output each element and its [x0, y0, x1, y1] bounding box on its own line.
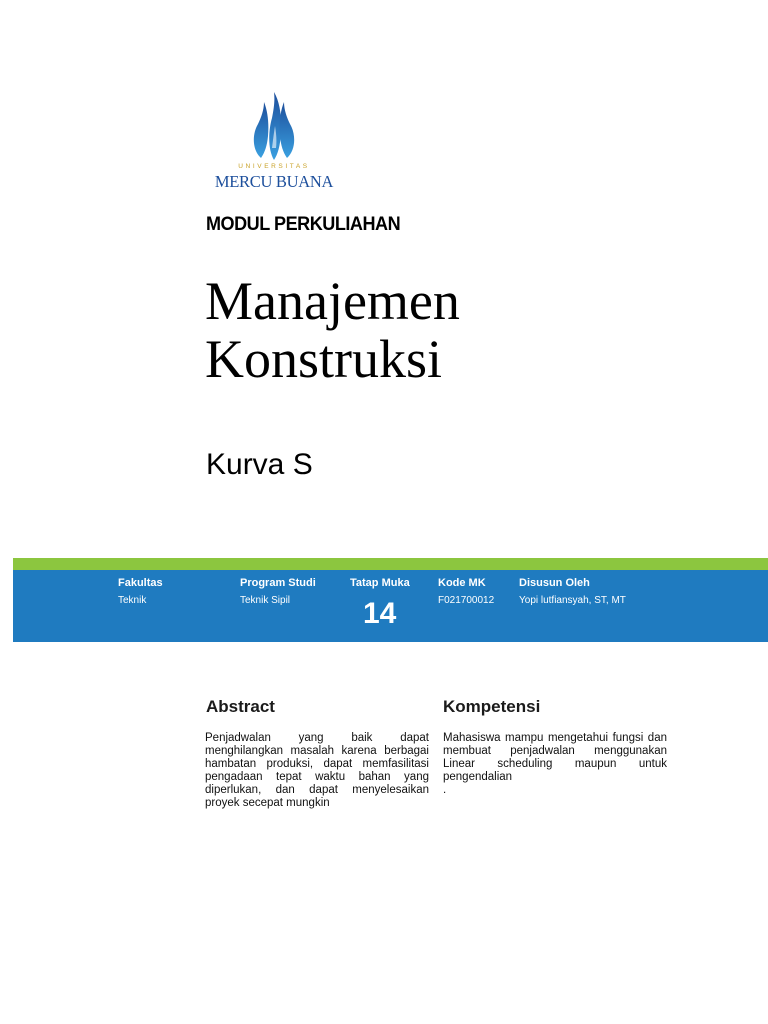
abstract-heading: Abstract	[206, 697, 275, 716]
topic-title: Kurva S	[206, 448, 313, 481]
penyusun-value: Yopi lutfiansyah, ST, MT	[519, 595, 626, 606]
course-title-line1: Manajemen	[205, 271, 460, 331]
kompetensi-trailing: .	[443, 784, 447, 796]
flame-emblem-icon	[206, 88, 342, 168]
prodi-value: Teknik Sipil	[240, 595, 291, 606]
kompetensi-body: Mahasiswa mampu mengetahui fungsi dan membuat penjadwalan menggunakan Linear scheduling maupun untuk pengendalian	[443, 732, 667, 783]
info-disusun-oleh	[519, 577, 626, 606]
abstract-body: Penjadwalan yang baik dapat menghilangkan masalah karena berbagai hambatan produksi, dapat memfasilitasi pengadaan tepat waktu bahan yang diperlukan, dan dapat menyelesaikan proyek secepat mungkin	[205, 732, 429, 809]
info-bar	[13, 570, 768, 642]
prodi-label: Program Studi	[240, 577, 316, 589]
info-fakultas	[118, 577, 163, 606]
course-title-line2: Konstruksi	[205, 329, 443, 389]
info-program-studi	[240, 577, 316, 606]
penyusun-label: Disusun Oleh	[519, 577, 590, 589]
kode-label: Kode MK	[438, 577, 486, 589]
tatap-muka-value: 14	[363, 597, 397, 630]
module-label: MODUL PERKULIAHAN	[206, 214, 401, 235]
tatap-muka-label: Tatap Muka	[350, 577, 410, 589]
fakultas-label: Fakultas	[118, 577, 163, 589]
info-bar-accent	[13, 558, 768, 570]
university-logo	[206, 88, 342, 192]
logo-universitas-text: UNIVERSITAS	[238, 163, 310, 170]
course-title	[205, 272, 725, 388]
kompetensi-heading: Kompetensi	[443, 697, 541, 716]
kode-value: F021700012	[438, 595, 495, 606]
logo-university-name: MERCU BUANA	[214, 172, 334, 191]
info-kode-mk	[438, 577, 494, 606]
kompetensi-section	[443, 732, 667, 797]
fakultas-value: Teknik	[118, 595, 147, 606]
info-tatap-muka	[350, 577, 410, 629]
